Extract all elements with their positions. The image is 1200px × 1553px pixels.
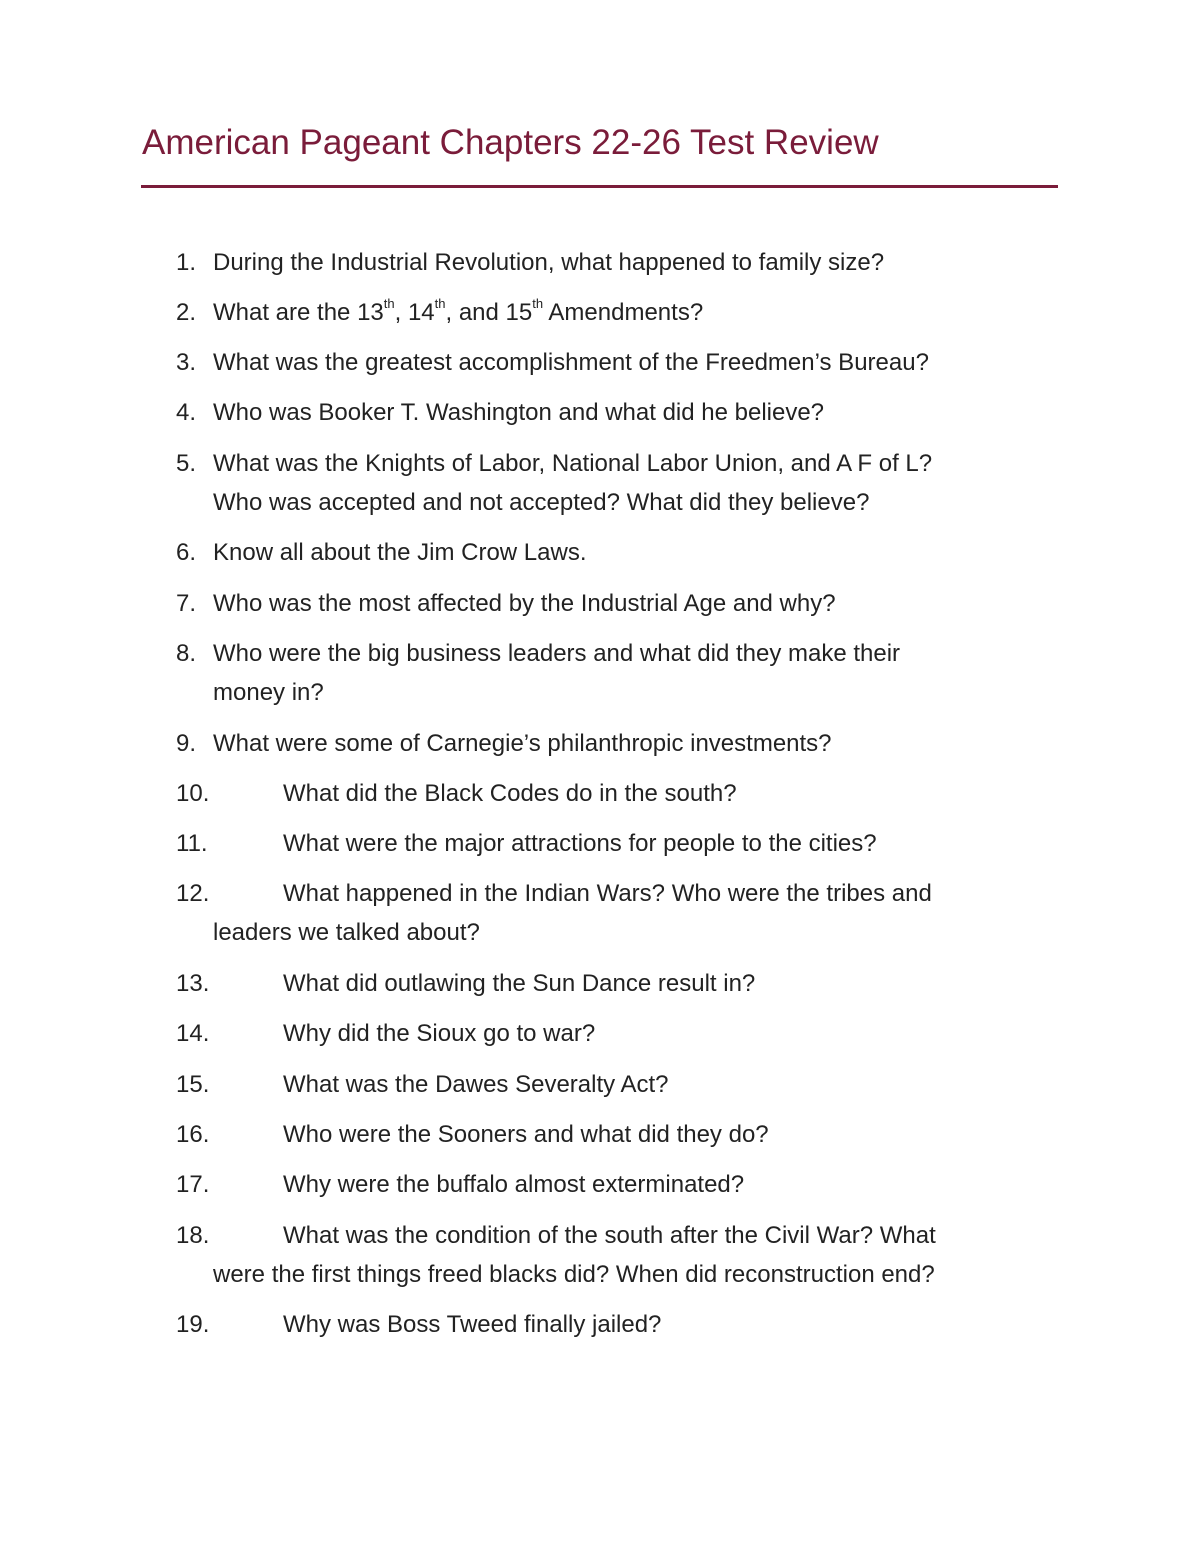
question-item-8 xyxy=(176,634,1056,712)
question-text: Who were the big business leaders and what did they make their xyxy=(213,640,901,667)
page-title: American Pageant Chapters 22-26 Test Review xyxy=(142,123,879,162)
question-text: What were some of Carnegie’s philanthropic investments? xyxy=(213,730,832,757)
question-item-16 xyxy=(176,1115,1056,1154)
ordinal-suffix: th xyxy=(434,296,446,311)
question-item-9 xyxy=(176,724,1056,763)
question-item-10 xyxy=(176,774,1056,813)
question-item-17 xyxy=(176,1165,1056,1204)
question-text: What was the greatest accomplishment of the Freedmen’s Bureau? xyxy=(213,349,929,376)
question-text-part: Amendments? xyxy=(543,299,704,326)
question-number: 18. xyxy=(176,1222,210,1249)
question-text: Why were the buffalo almost exterminated? xyxy=(283,1171,745,1198)
question-number: 2. xyxy=(176,299,197,326)
question-text: What was the Dawes Severalty Act? xyxy=(283,1071,669,1098)
question-text: During the Industrial Revolution, what happened to family size? xyxy=(213,249,885,276)
question-number: 12. xyxy=(176,880,210,907)
question-text: Why did the Sioux go to war? xyxy=(283,1020,596,1047)
question-text: Who was the most affected by the Industrial Age and why? xyxy=(213,590,836,617)
question-text: Who were the Sooners and what did they do? xyxy=(283,1121,769,1148)
question-item-1 xyxy=(176,243,1056,282)
question-item-5 xyxy=(176,444,1056,522)
question-text: What happened in the Indian Wars? Who were the tribes and xyxy=(283,880,932,907)
question-number: 13. xyxy=(176,970,210,997)
question-text: What was the condition of the south after the Civil War? What xyxy=(283,1222,936,1249)
ordinal-suffix: th xyxy=(532,296,544,311)
question-number: 8. xyxy=(176,640,197,667)
question-number: 17. xyxy=(176,1171,210,1198)
question-text-part: What are the 13 xyxy=(213,299,384,326)
question-item-12 xyxy=(176,874,1056,952)
question-item-3 xyxy=(176,343,1056,382)
question-number: 3. xyxy=(176,349,197,376)
ordinal-suffix: th xyxy=(383,296,395,311)
question-number: 19. xyxy=(176,1311,210,1338)
question-text-part: , 14 xyxy=(394,299,435,326)
question-text xyxy=(213,296,704,326)
question-number: 4. xyxy=(176,399,197,426)
question-text-continued: leaders we talked about? xyxy=(213,919,480,946)
question-number: 5. xyxy=(176,450,197,477)
question-text: What did the Black Codes do in the south? xyxy=(283,780,737,807)
question-text: What did outlawing the Sun Dance result in? xyxy=(283,970,756,997)
question-number: 16. xyxy=(176,1121,210,1148)
question-number: 14. xyxy=(176,1020,210,1047)
question-number: 11. xyxy=(176,830,208,857)
question-text-continued: Who was accepted and not accepted? What did they believe? xyxy=(213,489,870,516)
question-number: 6. xyxy=(176,539,197,566)
question-item-11 xyxy=(176,824,1056,863)
question-number: 15. xyxy=(176,1071,210,1098)
question-text: What were the major attractions for people to the cities? xyxy=(283,830,877,857)
question-item-14 xyxy=(176,1014,1056,1053)
question-text: Who was Booker T. Washington and what did he believe? xyxy=(213,399,825,426)
question-item-7 xyxy=(176,584,1056,623)
question-text-continued: money in? xyxy=(213,679,324,706)
question-item-6 xyxy=(176,533,1056,572)
question-item-15 xyxy=(176,1065,1056,1104)
title-divider xyxy=(141,185,1058,188)
question-item-2 xyxy=(176,293,1056,332)
question-item-18 xyxy=(176,1216,1056,1294)
question-item-13 xyxy=(176,964,1056,1003)
question-item-4 xyxy=(176,393,1056,432)
question-number: 7. xyxy=(176,590,197,617)
question-text: Know all about the Jim Crow Laws. xyxy=(213,539,587,566)
question-text-continued: were the first things freed blacks did? When did reconstruction end? xyxy=(213,1261,935,1288)
question-number: 10. xyxy=(176,780,210,807)
question-text: Why was Boss Tweed finally jailed? xyxy=(283,1311,662,1338)
question-item-19 xyxy=(176,1305,1056,1344)
question-text-part: , and 15 xyxy=(445,299,533,326)
question-number: 9. xyxy=(176,730,197,757)
question-text: What was the Knights of Labor, National Labor Union, and A F of L? xyxy=(213,450,933,477)
question-number: 1. xyxy=(176,249,197,276)
